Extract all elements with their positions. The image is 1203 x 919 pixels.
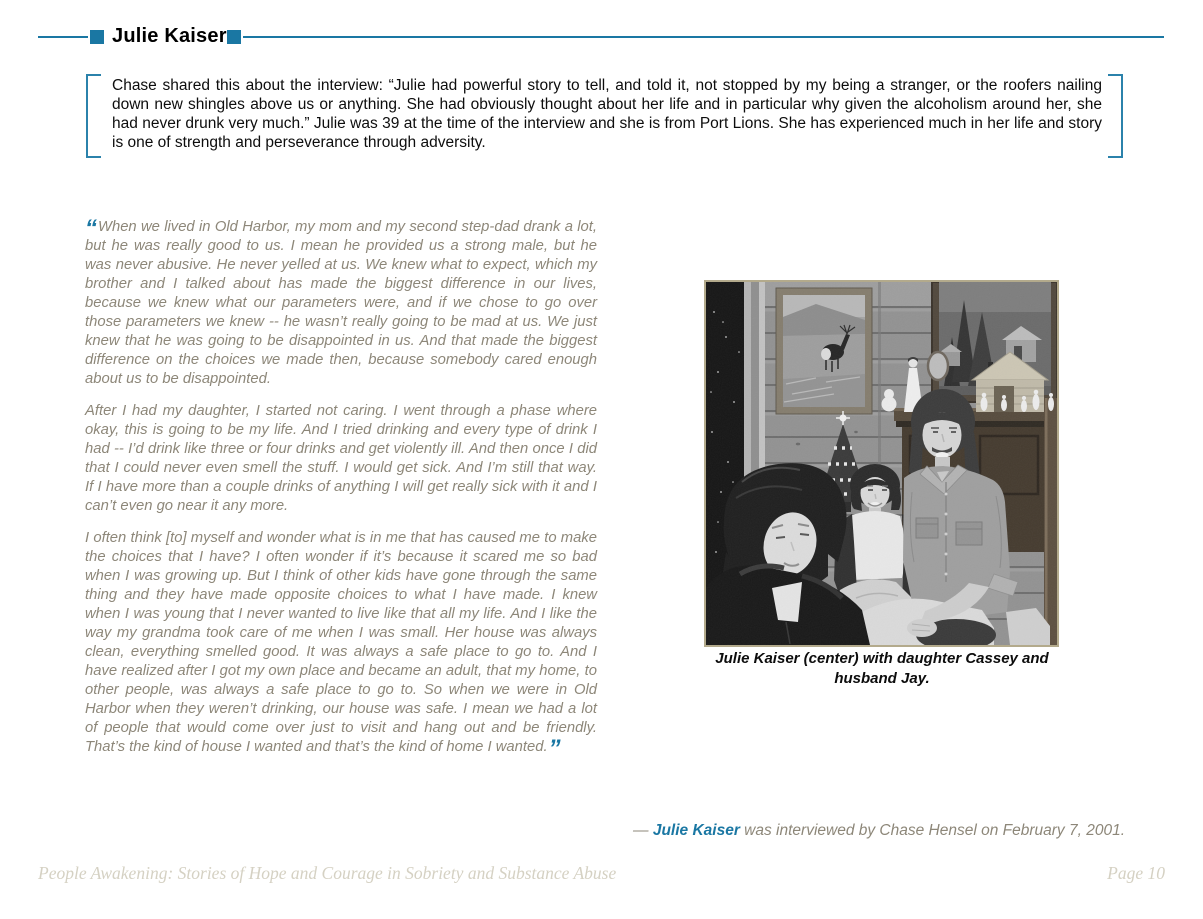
title-rule-left [38,36,88,38]
open-quote-mark: “ [85,215,97,242]
attribution-line [633,822,1125,840]
family-photo [704,280,1059,647]
footer-page-number: Page 10 [1107,863,1165,883]
title-square-right-icon [227,30,241,44]
attribution-name: Julie Kaiser [652,822,740,839]
photo-caption: Julie Kaiser (center) with daughter Cassey and husband Jay. [715,650,1049,687]
quote-paragraph-1-text: When we lived in Old Harbor, my mom and my second step-dad drank a lot, but he was really good to us. I mean he provided us a strong male, but he was never abusive. He never yelled at us. We knew what to expect, which my brother and I talked about has made the biggest difference in our lives, because we knew what our parameters were, and if we chose to go over those parameters we knew -- he wasn’t really going to be mad at us. We just knew that he was going to be disappointed in us. And that made the biggest difference on the choices we made then, because somebody cared enough about us to be disappointed. [85,219,597,387]
title-rule-right [243,36,1164,38]
intro-paragraph: Chase shared this about the interview: “Julie had powerful story to tell, and told it, not stopped by my being a stranger, or the roofers nailing down new shingles above us or anything. She had obviously thought about her life and in particular why given the alcoholism around her, she had never drunk very much.” Julie was 39 at the time of the interview and she is from Port Lions. She has experienced much in her life and story is one of strength and perseverance through adversity. [112,77,1102,151]
interview-quote [85,215,597,770]
quote-paragraph-2-text: After I had my daughter, I started not caring. I went through a phase where okay, this is going to be my life. And I tried drinking and every type of drink I had -- I’d drink like three or four drinks and get violently ill. And then once I did that I could never even smell the stuff. I would get sick. And I’m still that way. If I have more than a couple drinks of anything I will get really sick with it and I can’t even go near it any more. [85,403,597,514]
intro-bracket-right [1108,74,1123,158]
attribution-dash: — [633,822,653,839]
quote-paragraph-3 [85,529,597,762]
quote-paragraph-3-text: I often think [to] myself and wonder what is in me that has caused me to make the choices that I have? I often wonder if it’s because it scared me so bad when I was growing up. But I think of other kids have gone through the same thing and they have made opposite choices to what I have made. I knew when I was young that I never wanted to live like that all my life. And I like the way my grandma took care of me when I was small. Her house was always clean, everything smelled good. It was always a safe place to go to. And I have realized after I got my own place and became an adult, that my home, to other people, was always a safe place to go to. So when we were in Old Harbor when they weren’t drinking, our house was safe. I mean we had a lot of people that would come over just to visit and hang out and be friendly. That’s the kind of house I wanted and that’s the kind of home I wanted. [85,530,597,755]
photo-illustration [706,282,1057,645]
film-grain-overlay [706,282,1057,645]
attribution-rest: was interviewed by Chase Hensel on February 7, 2001. [739,822,1125,839]
page-title: Julie Kaiser [112,25,227,47]
footer-book-title: People Awakening: Stories of Hope and Courage in Sobriety and Substance Abuse [38,863,617,883]
quote-paragraph-1 [85,215,597,389]
intro-bracket-left [86,74,101,158]
title-square-left-icon [90,30,104,44]
quote-paragraph-2 [85,402,597,516]
close-quote-mark: ” [548,735,561,762]
